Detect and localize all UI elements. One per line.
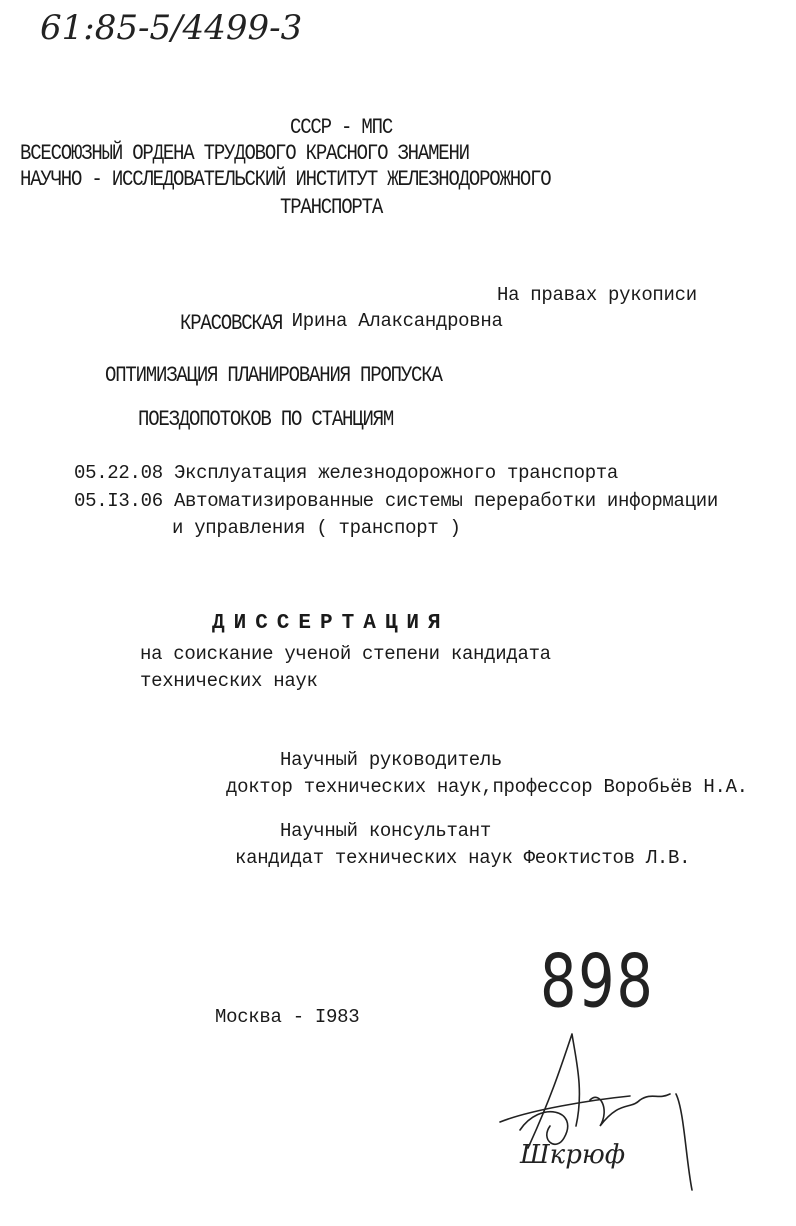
consultant-label: Научный консультант — [280, 820, 491, 842]
specialty-continuation: и управления ( транспорт ) — [172, 517, 461, 539]
author-name — [180, 310, 503, 336]
archive-number: 61:85-5/4499-3 — [40, 8, 303, 48]
author-surname: КРАСОВСКАЯ — [180, 310, 283, 336]
stamp-number: 898 — [540, 938, 655, 1025]
specialty-row — [74, 490, 718, 512]
place-year: Москва - I983 — [215, 1006, 360, 1028]
manuscript-note: На правах рукописи — [497, 284, 697, 306]
title-line-1: ОПТИМИЗАЦИЯ ПЛАНИРОВАНИЯ ПРОПУСКА — [105, 362, 442, 388]
header-line-2: ВСЕСОЮЗНЫЙ ОРДЕНА ТРУДОВОГО КРАСНОГО ЗНАМЕНИ — [20, 140, 469, 166]
header-line-1: СССР - МПС — [290, 114, 393, 140]
supervisor-label: Научный руководитель — [280, 749, 503, 771]
specialty-code: 05.22.08 — [74, 462, 163, 484]
title-line-2: ПОЕЗДОПОТОКОВ ПО СТАНЦИЯМ — [138, 406, 394, 432]
specialty-row — [74, 462, 618, 484]
header-line-3: НАУЧНО - ИССЛЕДОВАТЕЛЬСКИЙ ИНСТИТУТ ЖЕЛЕЗНОДОРОЖНОГО — [20, 166, 551, 192]
signature-text: Шкрюф — [520, 1140, 626, 1170]
header-line-4: ТРАНСПОРТА — [280, 194, 383, 220]
specialty-text: Эксплуатация железнодорожного транспорта — [173, 462, 619, 484]
signature — [480, 1030, 710, 1210]
author-given-names: Ирина Алаксандровна — [291, 310, 503, 332]
dissertation-line-2: технических наук — [140, 670, 318, 692]
supervisor-name: доктор технических наук,профессор Воробьёв Н.А. — [226, 776, 748, 798]
dissertation-heading: ДИССЕРТАЦИЯ — [212, 612, 450, 635]
dissertation-line-1: на соискание ученой степени кандидата — [140, 643, 551, 665]
consultant-name: кандидат технических наук Феоктистов Л.В. — [235, 847, 691, 869]
specialty-text: Автоматизированные системы переработки информации — [173, 490, 718, 512]
specialty-code: 05.I3.06 — [74, 490, 163, 512]
